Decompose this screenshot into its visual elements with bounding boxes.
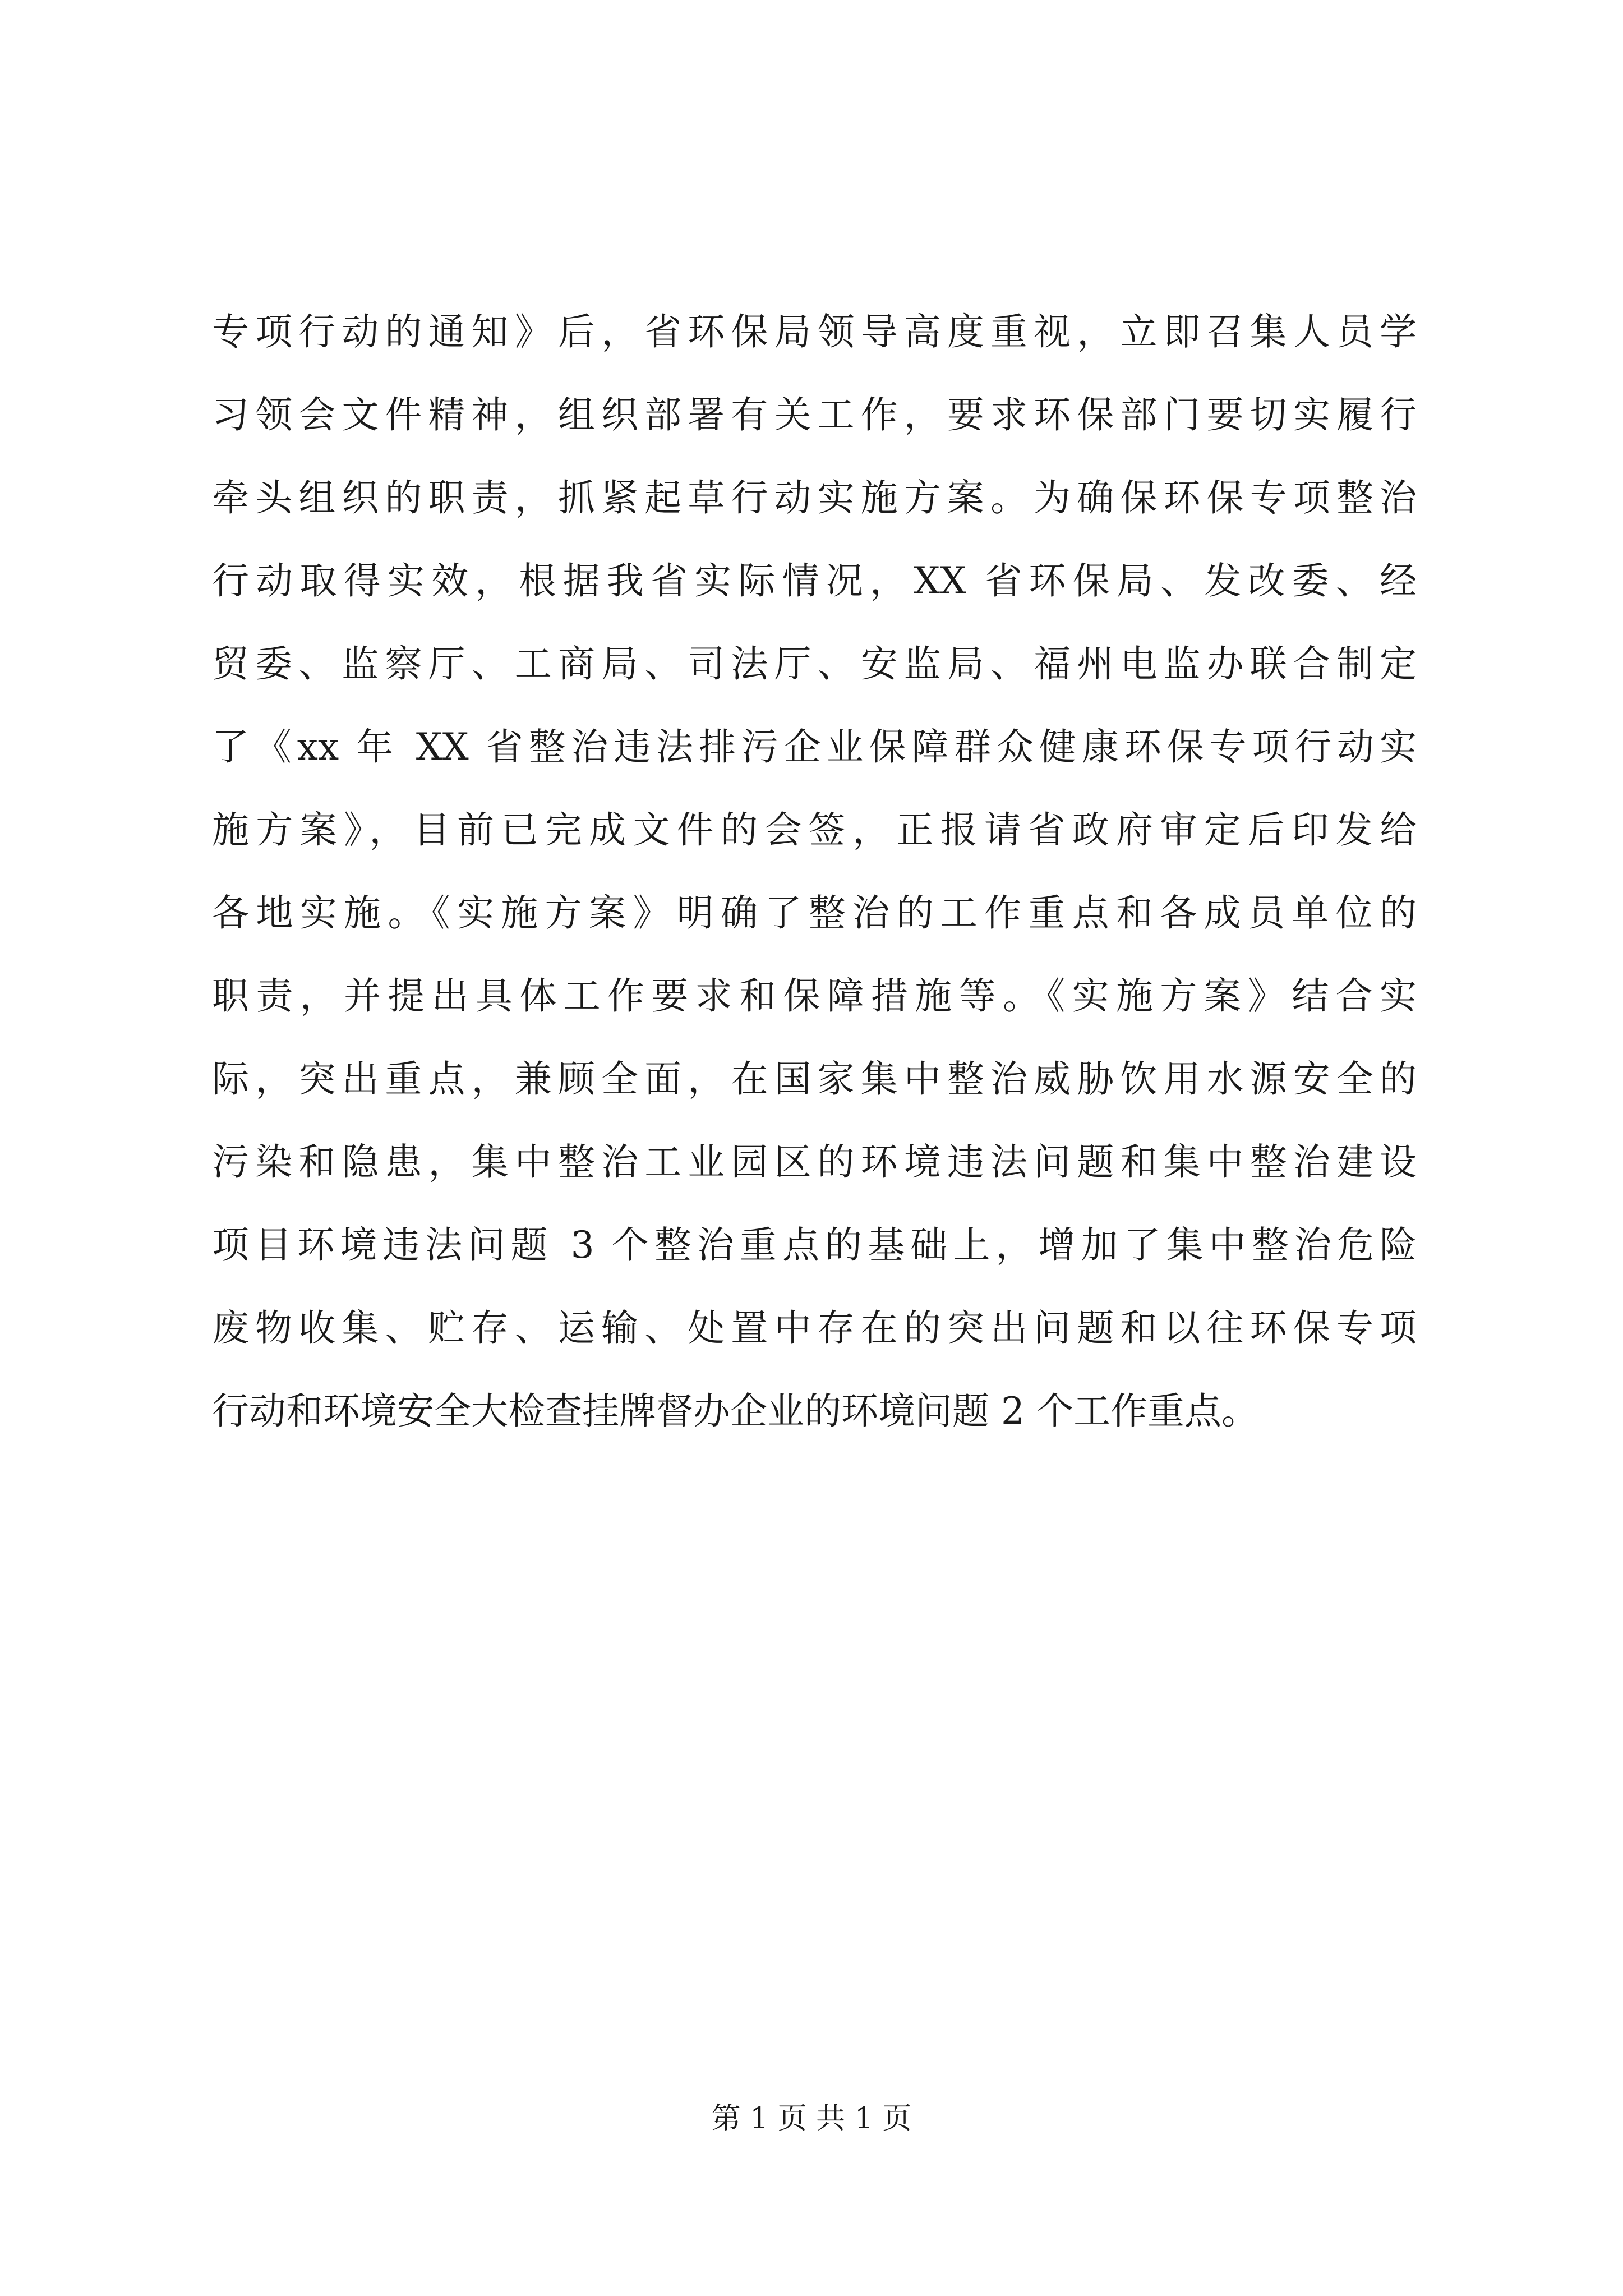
paragraph-line: 废物收集、贮存、运输、处置中存在的突出问题和以往环保专项 xyxy=(212,1306,1417,1350)
paragraph-line: 污染和隐患，集中整治工业园区的环境违法问题和集中整治建设 xyxy=(212,1140,1417,1184)
paragraph-line: 施方案》，目前已完成文件的会签，正报请省政府审定后印发给 xyxy=(212,808,1417,852)
page-footer: 第 1 页 共 1 页 xyxy=(711,2102,912,2136)
paragraph-line: 项目环境违法问题 3 个整治重点的基础上，增加了集中整治危险 xyxy=(212,1223,1417,1267)
paragraph-line: 牵头组织的职责，抓紧起草行动实施方案。为确保环保专项整治 xyxy=(212,476,1417,519)
paragraph-line: 行动取得实效，根据我省实际情况，XX 省环保局、发改委、经 xyxy=(212,559,1417,602)
paragraph-line: 各地实施。《实施方案》明确了整治的工作重点和各成员单位的 xyxy=(212,891,1417,935)
paragraph-line: 际，突出重点，兼顾全面，在国家集中整治威胁饮用水源安全的 xyxy=(212,1057,1417,1101)
paragraph-line: 行动和环境安全大检查挂牌督办企业的环境问题 2 个工作重点。 xyxy=(212,1389,1258,1433)
body-paragraph xyxy=(212,291,1417,1453)
paragraph-line: 贸委、监察厅、工商局、司法厅、安监局、福州电监办联合制定 xyxy=(212,642,1417,685)
paragraph-line: 专项行动的通知》后，省环保局领导高度重视，立即召集人员学 xyxy=(212,310,1417,353)
paragraph-line: 习领会文件精神，组织部署有关工作，要求环保部门要切实履行 xyxy=(212,393,1417,436)
paragraph-line: 了《xx 年 XX 省整治违法排污企业保障群众健康环保专项行动实 xyxy=(212,725,1417,769)
paragraph-line: 职责，并提出具体工作要求和保障措施等。《实施方案》结合实 xyxy=(212,974,1417,1018)
